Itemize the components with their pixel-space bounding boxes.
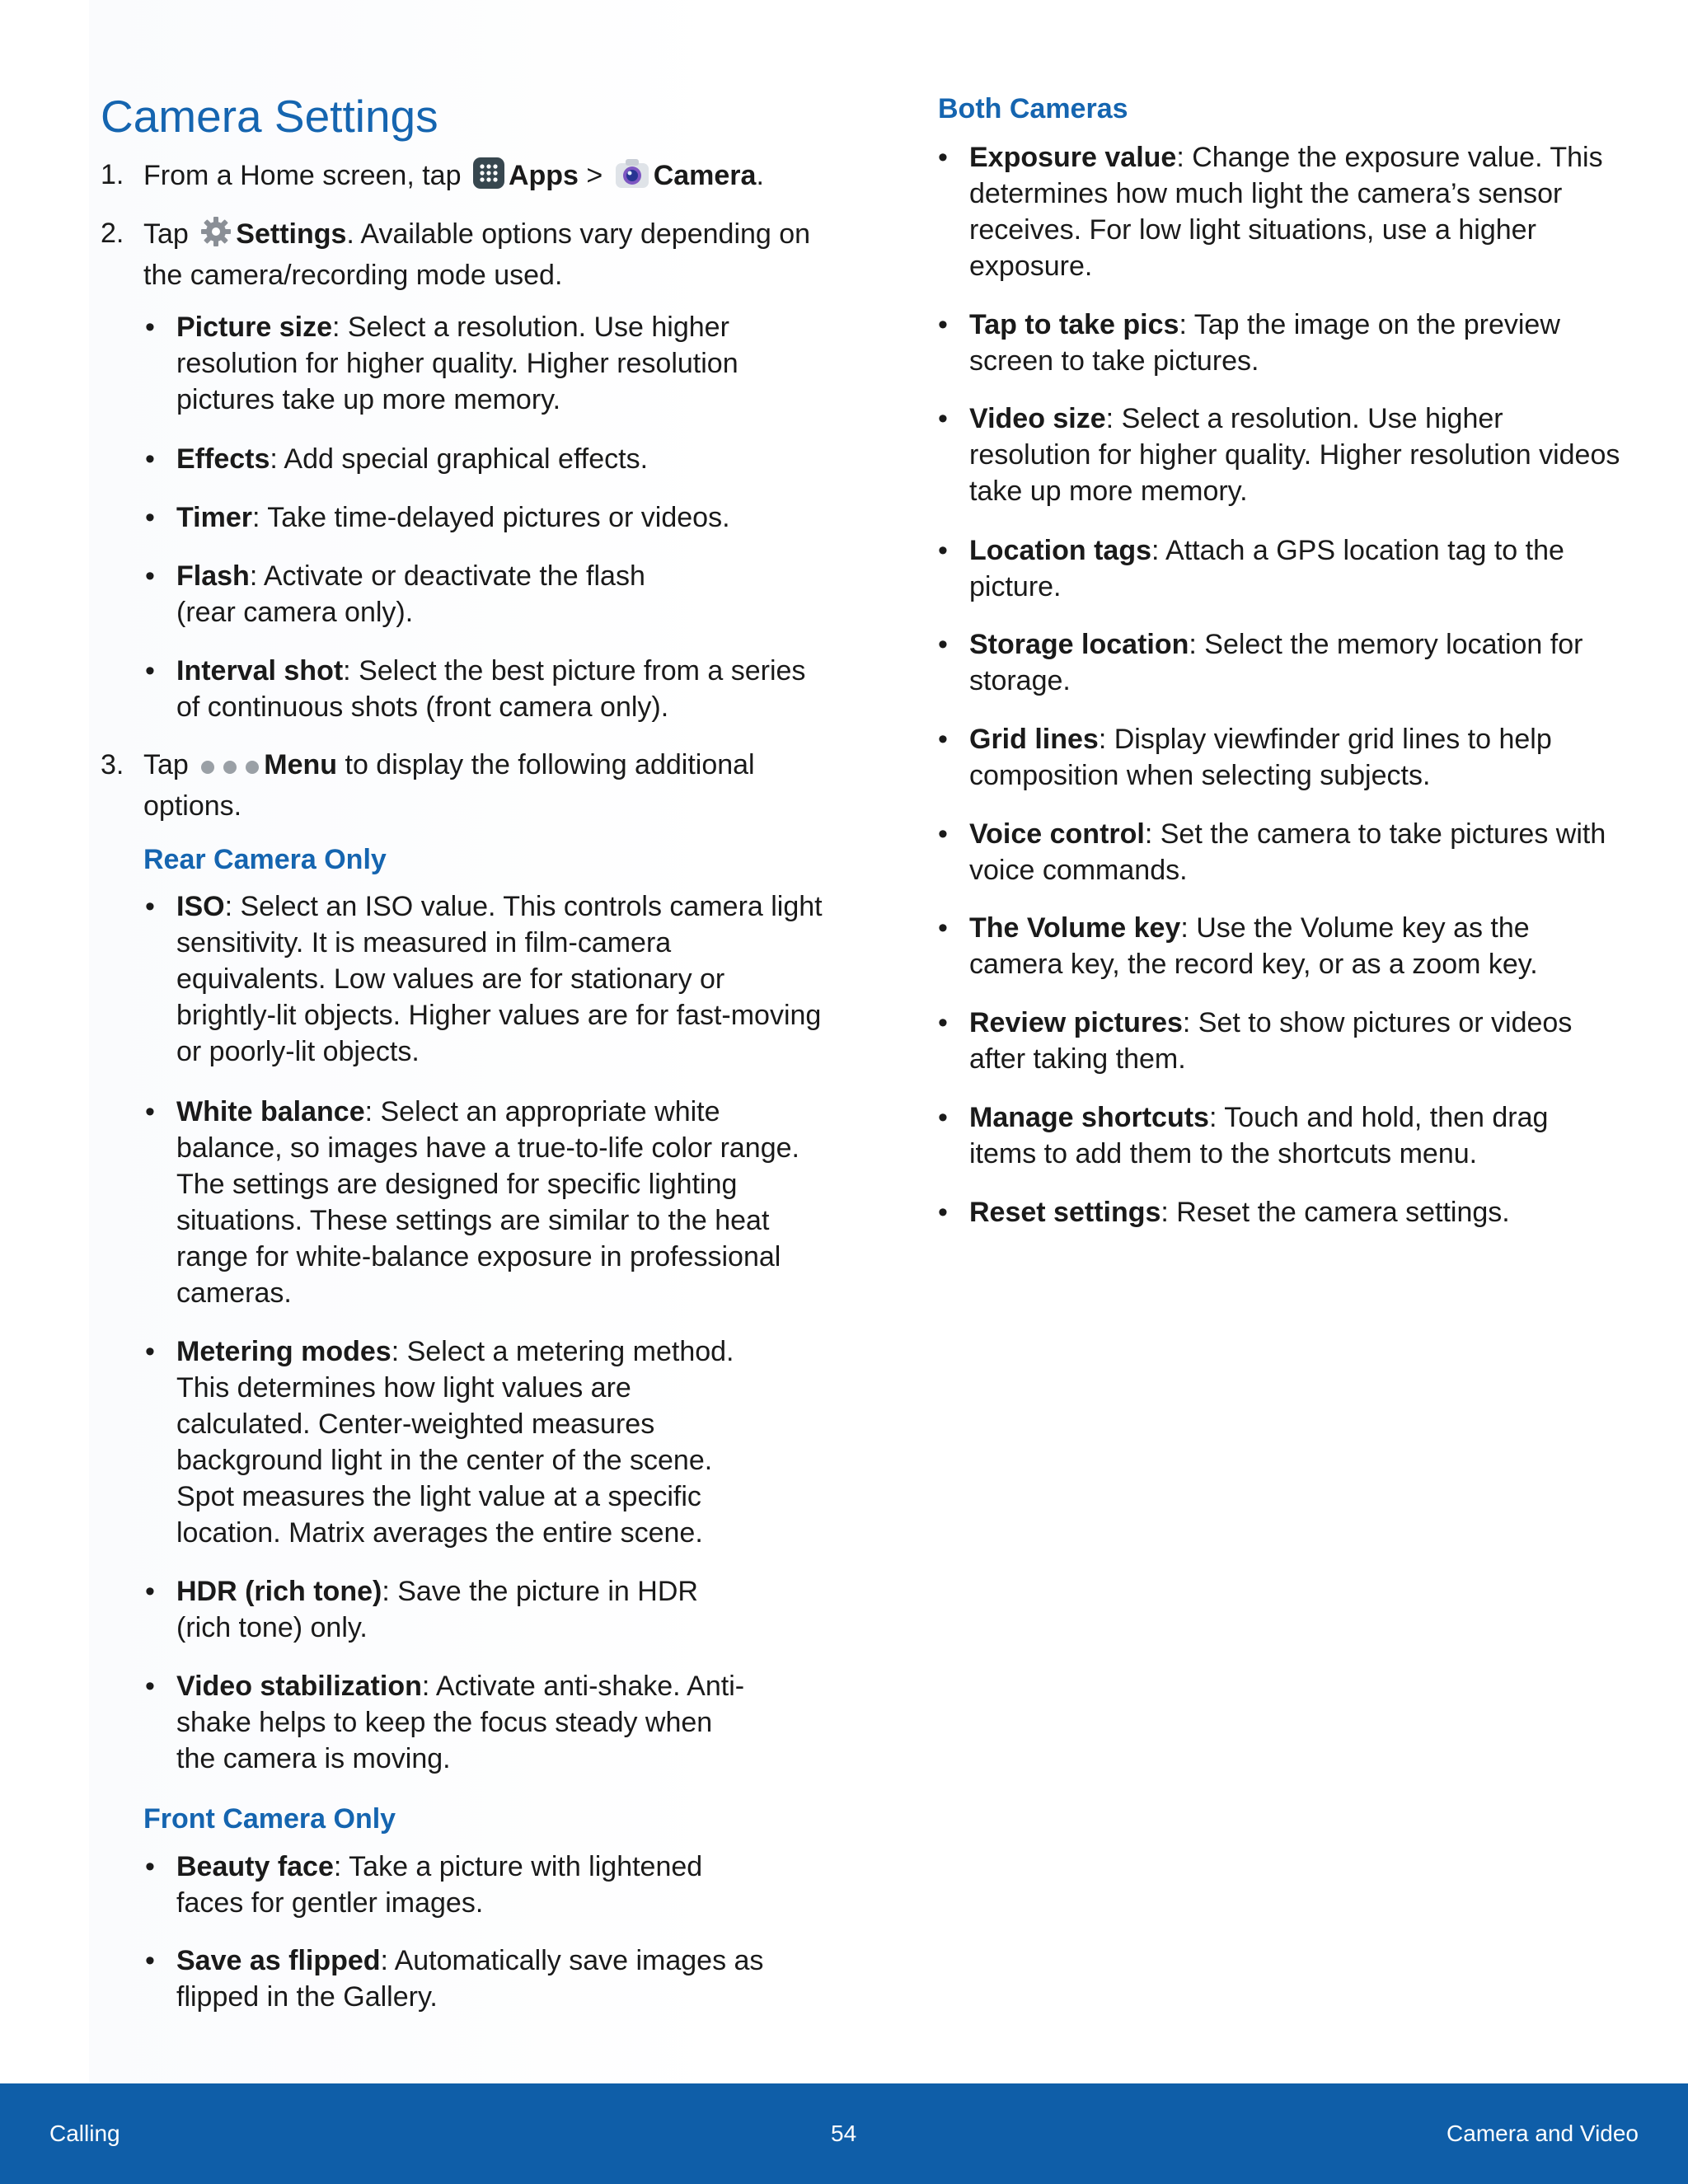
item-term: Flash (176, 560, 250, 592)
gear-icon (199, 215, 232, 257)
step-2-rest: . Available options vary depending on the camera/recording mode used. (143, 218, 811, 291)
bullet-dot: • (145, 891, 155, 922)
item-term: The Volume key (969, 912, 1181, 944)
bullet-dot: • (938, 403, 948, 434)
item-term: Beauty face (176, 1851, 334, 1882)
item-desc: : Change the exposure value. This determines how much light the camera’s sensor receives. For low light situations, use a higher exposure. (969, 142, 1603, 282)
bullet-dot: • (145, 560, 155, 592)
item-term: Review pictures (969, 1007, 1183, 1038)
bullet-dot: • (145, 1671, 155, 1702)
bullet-dot: • (145, 655, 155, 687)
item-desc: : Select the memory location for storage. (969, 629, 1583, 696)
item-desc: : Take time-delayed pictures or videos. (251, 502, 730, 533)
apps-label: Apps (508, 160, 579, 191)
camera-app-icon (614, 157, 650, 199)
item-term: Storage location (969, 629, 1189, 660)
bullet-dot: • (938, 818, 948, 850)
item-term: Effects (176, 443, 270, 475)
step-3-rest: to display the following additional options. (143, 749, 755, 822)
section-heading-both: Both Cameras (938, 93, 1128, 124)
item-desc: : Select a metering method. This determines how light values are calculated. Center-weighted measures background light in the center of the scene. Spot measures the light value at a specific location. Matrix averages the entire scene. (176, 1336, 734, 1549)
bullet-dot: • (938, 142, 948, 173)
settings-label: Settings (236, 218, 347, 250)
item-desc: : Select a resolution. Use higher resolution for higher quality. Higher resolution videos take up more memory. (969, 403, 1620, 507)
bullet-dot: • (145, 1096, 155, 1127)
page-title: Camera Settings (101, 91, 438, 142)
bullet-dot: • (145, 1336, 155, 1367)
item-term: Voice control (969, 818, 1145, 850)
step-text (143, 215, 819, 293)
item-term: White balance (176, 1096, 365, 1127)
step-3-intro: Tap (143, 749, 189, 780)
more-dots-icon (199, 752, 260, 788)
step-1-period: . (756, 160, 764, 191)
bullet-dot: • (145, 1851, 155, 1882)
item-desc: : Touch and hold, then drag items to add them to the shortcuts menu. (969, 1102, 1549, 1169)
footer-section-left: Calling (49, 2121, 120, 2146)
bullet-dot: • (938, 724, 948, 755)
bullet-dot: • (145, 1576, 155, 1607)
bullet-dot: • (938, 629, 948, 660)
step-text (143, 747, 819, 824)
step-2-intro: Tap (143, 218, 189, 250)
item-term: Video size (969, 403, 1106, 434)
item-desc: : Save the picture in HDR (rich tone) only. (176, 1576, 698, 1643)
item-desc: : Add special graphical effects. (270, 443, 649, 475)
bullet-dot: • (145, 1945, 155, 1976)
bullet-dot: • (938, 535, 948, 566)
bullet-dot: • (145, 443, 155, 475)
item-desc: : Reset the camera settings. (1160, 1197, 1510, 1228)
page-number: 54 (831, 2121, 857, 2146)
bullet-dot: • (938, 309, 948, 340)
item-desc: : Display viewfinder grid lines to help composition when selecting subjects. (969, 724, 1552, 791)
item-term: Metering modes (176, 1336, 392, 1367)
item-term: Location tags (969, 535, 1152, 566)
menu-label: Menu (264, 749, 338, 780)
item-term: Exposure value (969, 142, 1177, 173)
bullet-dot: • (938, 1102, 948, 1133)
step-number: 3. (101, 749, 124, 780)
item-term: Reset settings (969, 1197, 1161, 1228)
item-desc: : Activate anti-shake. Anti-shake helps to keep the focus steady when the camera is moving. (176, 1671, 745, 1774)
item-term: Save as flipped (176, 1945, 381, 1976)
bullet-dot: • (938, 912, 948, 944)
item-desc: : Select the best picture from a series of continuous shots (front camera only). (176, 655, 806, 723)
item-desc: : Activate or deactivate the flash (rear camera only). (176, 560, 645, 628)
step-text (143, 157, 819, 199)
item-desc: : Select an appropriate white balance, so images have a true-to-life color range. The settings are designed for specific lighting situations. These settings are similar to the heat range for white-balance exposure in professional cameras. (176, 1096, 799, 1309)
item-desc: : Tap the image on the preview screen to take pictures. (969, 309, 1560, 377)
bullet-dot: • (938, 1007, 948, 1038)
item-term: Tap to take pics (969, 309, 1179, 340)
item-desc: : Take a picture with lightened faces for gentler images. (176, 1851, 703, 1919)
step-number: 1. (101, 159, 124, 190)
item-term: ISO (176, 891, 225, 922)
item-term: Video stabilization (176, 1671, 422, 1702)
section-heading-rear: Rear Camera Only (143, 844, 387, 875)
step-number: 2. (101, 218, 124, 249)
step-1-intro: From a Home screen, tap (143, 160, 462, 191)
item-desc: : Set to show pictures or videos after taking them. (969, 1007, 1573, 1075)
item-desc: : Use the Volume key as the camera key, the record key, or as a zoom key. (969, 912, 1538, 980)
item-term: Interval shot (176, 655, 344, 687)
page-footer (0, 2083, 1688, 2184)
bullet-dot: • (145, 502, 155, 533)
apps-grid-icon (472, 157, 505, 199)
section-heading-front: Front Camera Only (143, 1803, 396, 1835)
item-desc: : Set the camera to take pictures with voice commands. (969, 818, 1606, 886)
item-desc: : Select a resolution. Use higher resolution for higher quality. Higher resolution pictures take up more memory. (176, 312, 738, 415)
camera-label: Camera (653, 160, 757, 191)
item-desc: : Attach a GPS location tag to the picture. (969, 535, 1564, 602)
path-separator: > (586, 160, 603, 191)
footer-section-right: Camera and Video (1447, 2121, 1639, 2146)
bullet-dot: • (938, 1197, 948, 1228)
item-term: Timer (176, 502, 252, 533)
item-desc: : Automatically save images as flipped in the Gallery. (176, 1945, 764, 2013)
bullet-dot: • (145, 312, 155, 343)
item-term: Grid lines (969, 724, 1099, 755)
item-term: HDR (rich tone) (176, 1576, 382, 1607)
item-desc: : Select an ISO value. This controls camera light sensitivity. It is measured in film-camera equivalents. Low values are for stationary or brightly-lit objects. Higher values are for fast-moving or poorly-lit objects. (176, 891, 823, 1067)
item-term: Picture size (176, 312, 332, 343)
item-term: Manage shortcuts (969, 1102, 1209, 1133)
